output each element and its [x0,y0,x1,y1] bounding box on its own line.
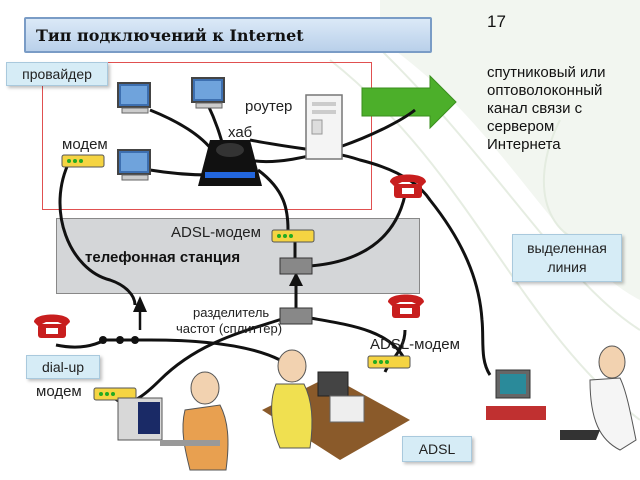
dialup-label: dial-up [26,355,100,379]
splitter-label-line1: разделитель [193,305,270,320]
adsl-modem-icon [368,356,410,368]
dedicated-line-label-line1: выделенная [527,240,607,256]
dedicated-line-label-line2: линия [547,259,587,275]
provider-label: провайдер [6,62,108,86]
phone-station-label: телефонная станция [85,249,241,266]
bottom-adsl-modem-label: ADSL-модем [370,336,460,353]
top-modem-label: модем [62,136,108,153]
page-number: 17 [487,12,506,31]
computer-icon [118,83,150,113]
arrow-icon [362,76,456,128]
router-label: роутер [245,98,293,115]
adsl-label: ADSL [402,436,472,462]
computer-icon [118,150,150,180]
description-line: спутниковый или [487,64,606,81]
description-line: Интернета [487,136,561,153]
description-line: оптоволоконный [487,82,603,99]
computer-icon [192,78,224,108]
internet-channel-description [487,64,606,154]
splitter-label-line2: частот (сплиттер) [176,321,283,336]
phone-icon [388,295,424,319]
hub-label: хаб [228,124,253,141]
dialup-user-icon [118,372,228,470]
description-line: сервером [487,118,555,135]
phone-icon [390,175,426,199]
dedicated-line-label [512,234,622,282]
adsl-modem-icon [272,230,314,242]
description-line: канал связи с [487,100,583,117]
station-adsl-modem-label: ADSL-модем [171,224,261,241]
station-splitter-icon [280,258,312,274]
splitter-icon [280,308,312,324]
slide-title: Тип подключений к Internet [36,26,304,45]
modem-icon [62,155,104,167]
bottom-modem-label: модем [36,383,82,400]
dedicated-line-user-icon [486,346,636,450]
server-icon [306,95,342,159]
phone-icon [34,315,70,339]
